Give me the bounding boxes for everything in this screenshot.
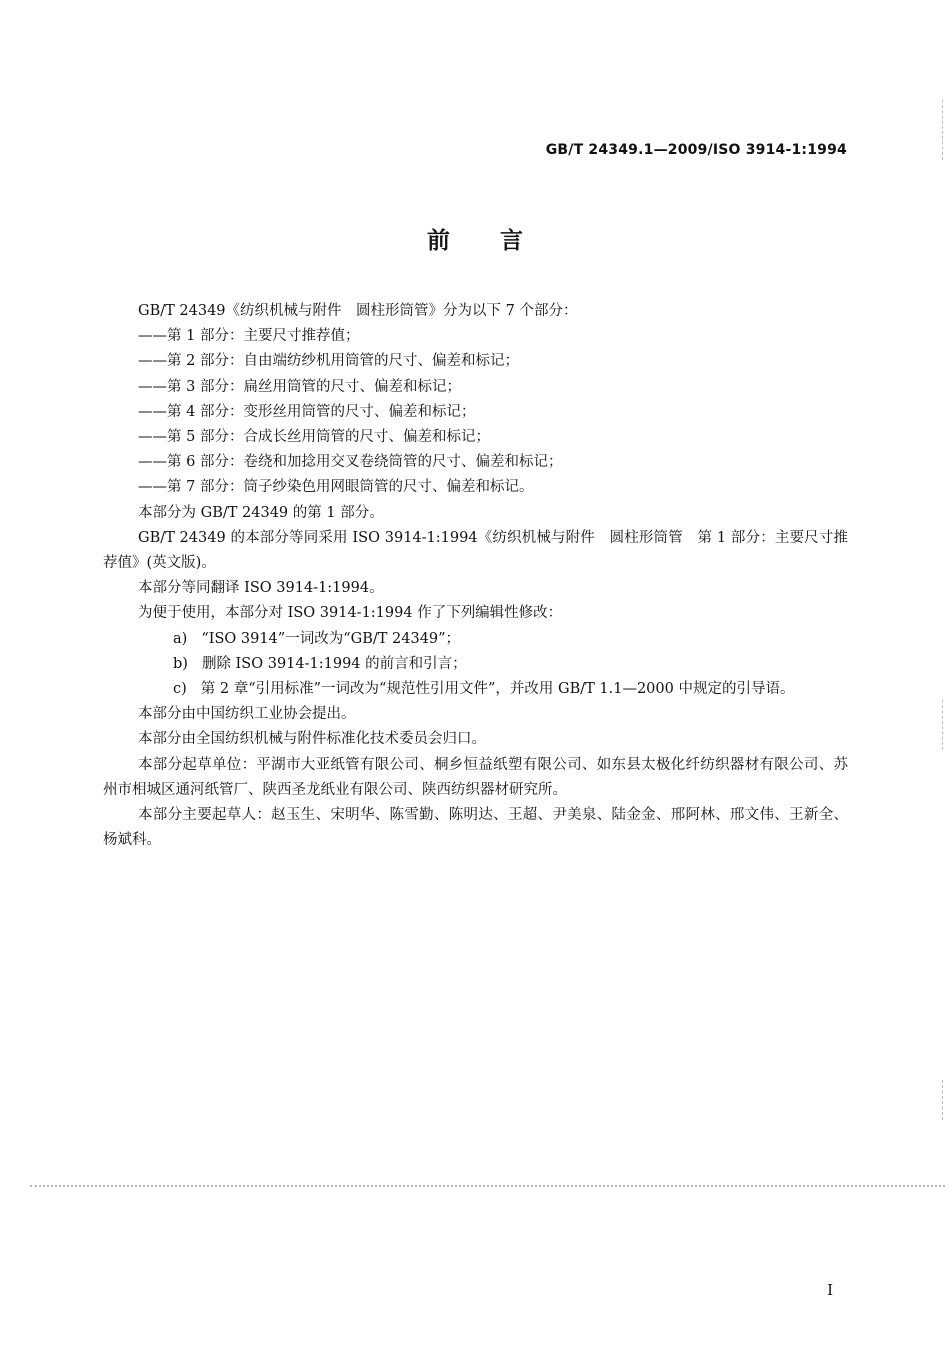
page-number: I xyxy=(827,1281,833,1299)
part-item: ——第 2 部分：自由端纺纱机用筒管的尺寸、偏差和标记； xyxy=(138,353,519,370)
paragraph: 本部分等同翻译 ISO 3914-1:1994。 xyxy=(138,580,384,597)
edit-text: 第 2 章“引用标准”一词改为“规范性引用文件”，并改用 GB/T 1.1—2000 中规定的引导语。 xyxy=(200,681,795,698)
paragraph-drafting-units: 本部分起草单位：平湖市大亚纸管有限公司、桐乡恒益纸塑有限公司、如东县太极化纤纺织器材有限公司、苏州市相城区通河纸管厂、陕西圣龙纸业有限公司、陕西纺织器材研究所。 xyxy=(103,756,848,798)
page-title: 前言 xyxy=(427,228,573,254)
paragraph: 本部分由全国纺织机械与附件标准化技术委员会归口。 xyxy=(138,731,486,748)
edit-text: 删除 ISO 3914-1:1994 的前言和引言； xyxy=(201,655,467,672)
edit-item xyxy=(103,677,848,702)
edit-marker: a) xyxy=(173,630,188,647)
paragraph: 为便于使用，本部分对 ISO 3914-1:1994 作了下列编辑性修改： xyxy=(138,605,563,622)
edit-text: “ISO 3914”一词改为“GB/T 24349”； xyxy=(201,630,461,647)
scan-artifact-line xyxy=(30,1185,945,1187)
paragraph-adoption: GB/T 24349 的本部分等同采用 ISO 3914-1:1994《纺织机械与附件 圆柱形筒管 第 1 部分：主要尺寸推荐值》(英文版)。 xyxy=(103,529,848,572)
part-item: ——第 1 部分：主要尺寸推荐值； xyxy=(138,328,360,345)
edit-item xyxy=(103,627,848,652)
scan-edge-mark xyxy=(942,100,943,160)
edit-marker: c) xyxy=(173,681,187,698)
part-item: ——第 4 部分：变形丝用筒管的尺寸、偏差和标记； xyxy=(138,403,476,420)
edit-item xyxy=(103,652,848,677)
part-item: ——第 3 部分：扁丝用筒管的尺寸、偏差和标记； xyxy=(138,378,461,395)
paragraph: 本部分为 GB/T 24349 的第 1 部分。 xyxy=(138,504,384,521)
part-item: ——第 6 部分：卷绕和加捻用交叉卷绕筒管的尺寸、偏差和标记； xyxy=(138,454,563,471)
part-item: ——第 5 部分：合成长丝用筒管的尺寸、偏差和标记； xyxy=(138,429,490,446)
foreword-body xyxy=(103,299,848,853)
scan-edge-mark xyxy=(942,1080,943,1120)
edit-marker: b) xyxy=(173,655,188,672)
parts-intro: GB/T 24349《纺织机械与附件 圆柱形筒管》分为以下 7 个部分： xyxy=(138,303,578,319)
standard-number-header: GB/T 24349.1—2009/ISO 3914-1:1994 xyxy=(545,142,847,158)
scan-edge-mark xyxy=(942,700,943,750)
paragraph: 本部分由中国纺织工业协会提出。 xyxy=(138,706,356,723)
part-item: ——第 7 部分：筒子纱染色用网眼筒管的尺寸、偏差和标记。 xyxy=(138,479,534,496)
paragraph-drafters: 本部分主要起草人：赵玉生、宋明华、陈雪勤、陈明达、王超、尹美泉、陆金金、邢阿林、邢文伟、王新全、杨斌科。 xyxy=(103,807,848,849)
